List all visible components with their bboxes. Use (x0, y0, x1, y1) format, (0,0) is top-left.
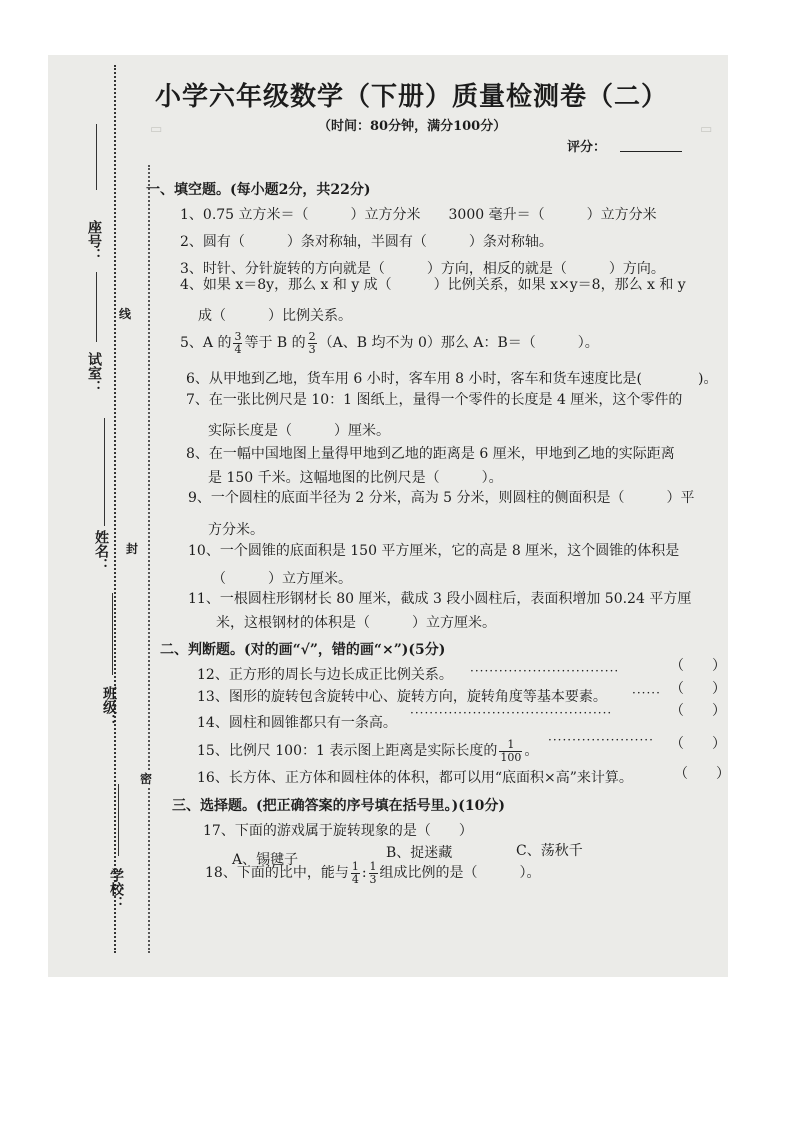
question-13-answer-paren[interactable]: （ ） (670, 681, 726, 697)
question-10-line2: （ ）立方厘米。 (212, 571, 352, 587)
question-11-line1: 11、一根圆柱形钢材长 80 厘米，截成 3 段小圆柱后，表面积增加 50.24 平方厘 (188, 591, 692, 607)
leader-dots: ······························· (470, 664, 620, 678)
leader-dots: ······················ (548, 733, 654, 747)
option-17-a[interactable]: A、锡毽子 (232, 852, 299, 868)
question-13: 13、图形的旋转包含旋转中心、旋转方向，旋转角度等基本要素。 (197, 689, 607, 705)
fraction-1-4: $\frac{1}{4}$ (351, 860, 359, 886)
question-15-text-a: 15、比例尺 100：1 表示图上距离是实际长度的 (197, 743, 498, 760)
question-3: 3、时针、分针旋转的方向就是（ ）方向，相反的就是（ ）方向。 (180, 261, 665, 277)
question-10-line1: 10、一个圆锥的底面积是 150 平方厘米，它的高是 8 厘米，这个圆锥的体积是 (188, 543, 680, 559)
option-17-c[interactable]: C、荡秋千 (516, 843, 583, 859)
seat-blank-line (96, 124, 97, 190)
section3-heading: 三、选择题。(把正确答案的序号填在括号里。)(10分) (172, 798, 505, 814)
question-5 (180, 331, 599, 355)
question-16: 16、长方体、正方体和圆柱体的体积，都可以用“底面积×高”来计算。 (197, 770, 633, 786)
school-blank-line (118, 784, 119, 856)
question-16-answer-paren[interactable]: （ ） (674, 766, 730, 782)
question-14-answer-paren[interactable]: （ ） (670, 703, 726, 719)
section2-heading: 二、判断题。(对的画“√”，错的画“×”)(5分) (160, 642, 446, 658)
question-5-text-a: 5、A 的 (180, 335, 232, 352)
question-11-line2: 米，这根钢材的体积是（ ）立方厘米。 (216, 615, 496, 631)
question-12-answer-paren[interactable]: （ ） (670, 658, 726, 674)
exam-title: 小学六年级数学（下册）质量检测卷（二） (155, 82, 669, 112)
question-15 (197, 739, 538, 763)
fraction-1-100: $\frac{1}{100}$ (500, 738, 522, 764)
fraction-1-3: $\frac{1}{3}$ (369, 860, 377, 886)
exam-subtitle: （时间：80分钟，满分100分） (318, 119, 507, 134)
score-blank-line (620, 151, 682, 152)
question-2: 2、圆有（ ）条对称轴，半圆有（ ）条对称轴。 (180, 234, 553, 250)
question-18-text-a: 18、下面的比中，能与 (205, 865, 349, 882)
question-15-text-b: 。 (524, 743, 539, 760)
section1-heading: 一、填空题。(每小题2分，共22分) (146, 182, 371, 198)
question-17: 17、下面的游戏属于旋转现象的是（ ） (203, 823, 473, 839)
question-5-text-c: （A、B 均不为 0）那么 A：B＝（ ）。 (318, 335, 599, 352)
question-4-line2: 成（ ）比例关系。 (198, 308, 352, 324)
name-blank-line (104, 418, 105, 526)
leader-dots: ······ (632, 686, 661, 700)
class-blank-line (112, 593, 113, 675)
leader-dots: ·········································· (410, 706, 613, 720)
question-12: 12、正方形的周长与边长成正比例关系。 (197, 667, 453, 683)
seal-feng-mark: 封 (126, 542, 139, 556)
question-8-line1: 8、在一幅中国地图上量得甲地到乙地的距离是 6 厘米，甲地到乙地的实际距离 (186, 446, 675, 462)
binding-dotted-line (114, 65, 116, 953)
bleed-through-mark: ▭ (150, 122, 163, 137)
question-18 (205, 861, 541, 885)
question-18-text-b: 组成比例的是（ ）。 (379, 865, 541, 882)
question-7-line2: 实际长度是（ ）厘米。 (208, 423, 390, 439)
question-8-line2: 是 150 千米。这幅地图的比例尺是（ ）。 (208, 470, 503, 486)
option-17-b[interactable]: B、捉迷藏 (386, 845, 453, 861)
question-9-line2: 方分米。 (208, 522, 264, 538)
question-6: 6、从甲地到乙地，货车用 6 小时，客车用 8 小时，客车和货车速度比是( )。 (186, 371, 718, 387)
fraction-2-3: $\frac{2}{3}$ (308, 330, 316, 356)
room-label: 试室： (86, 352, 102, 394)
binding-dotted-line-inner (148, 165, 150, 953)
ratio-colon: : (361, 865, 367, 882)
seal-mi-mark: 密 (140, 772, 153, 786)
name-label: 姓名： (93, 530, 109, 572)
question-1: 1、0.75 立方米＝（ ）立方分米 3000 毫升＝（ ）立方分米 (180, 207, 657, 223)
question-7-line1: 7、在一张比例尺是 10：1 图纸上，量得一个零件的长度是 4 厘米，这个零件的 (186, 392, 683, 408)
room-blank-line (96, 272, 97, 342)
bleed-through-mark: ▭ (700, 122, 713, 137)
seal-line-mark: 线 (119, 307, 132, 321)
question-9-line1: 9、一个圆柱的底面半径为 2 分米，高为 5 分米，则圆柱的侧面积是（ ）平 (188, 490, 695, 506)
seat-label: 座号： (86, 220, 102, 262)
question-15-answer-paren[interactable]: （ ） (670, 736, 726, 752)
score-label: 评分： (567, 140, 607, 155)
question-5-text-b: 等于 B 的 (244, 335, 306, 352)
class-label: 班级： (101, 686, 117, 728)
school-label: 学校： (108, 868, 124, 910)
question-14: 14、圆柱和圆锥都只有一条高。 (197, 715, 397, 731)
question-4-line1: 4、如果 x＝8y，那么 x 和 y 成（ ）比例关系，如果 x×y＝8，那么 x 和 y (180, 277, 686, 293)
fraction-3-4: $\frac{3}{4}$ (234, 330, 242, 356)
